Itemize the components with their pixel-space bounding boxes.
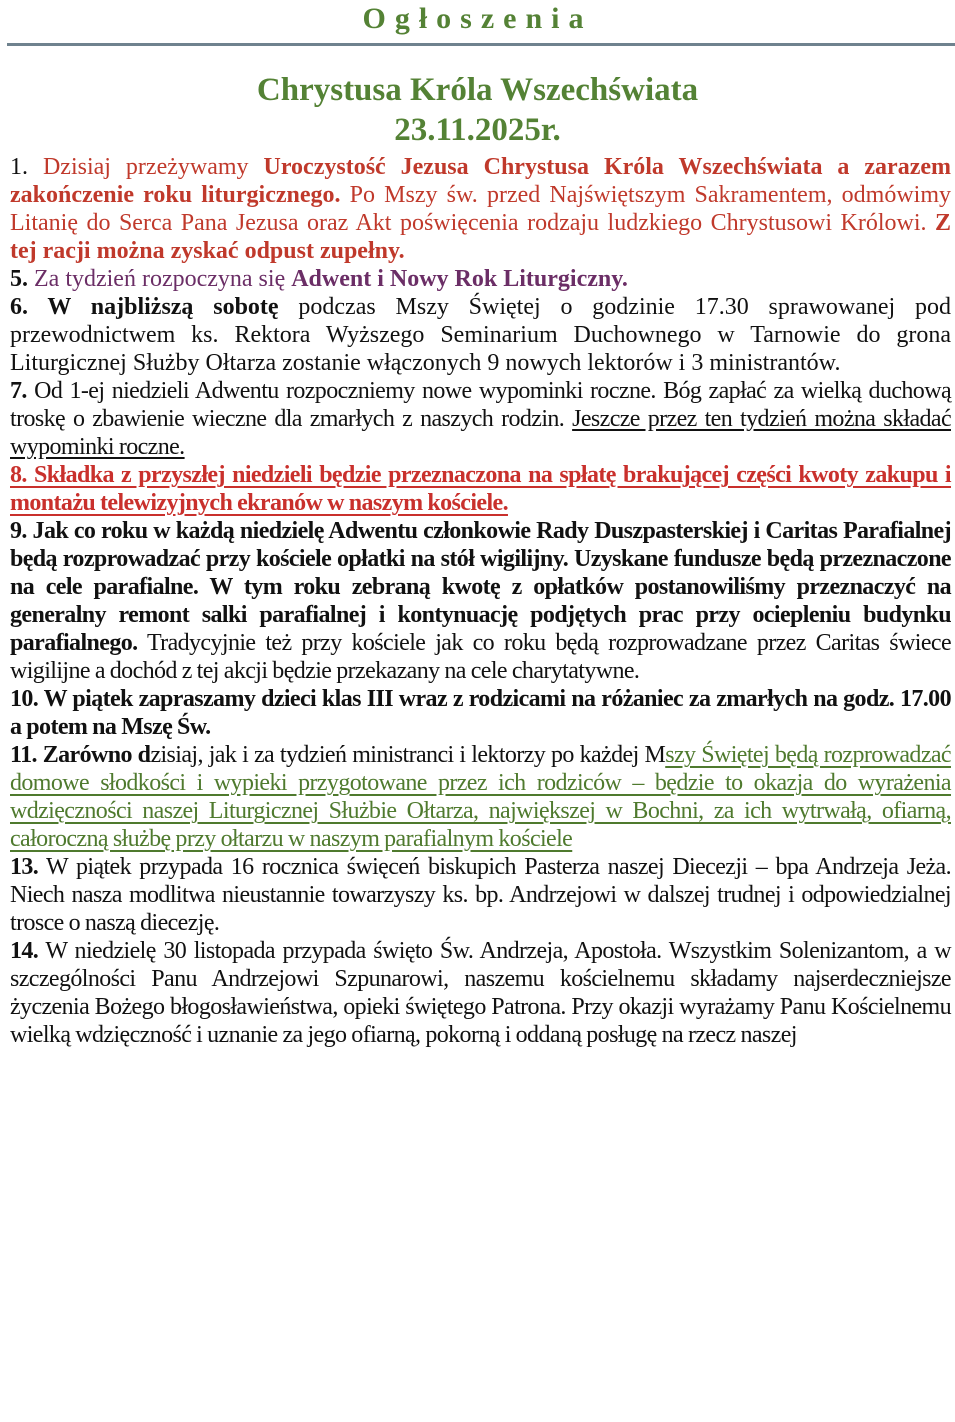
item-bold-text: 10. W piątek zapraszamy dzieci klas III wraz z rodzicami na różaniec za zmarłych na godz. 17.00 a potem na Mszę Św. bbox=[10, 686, 951, 740]
announcement-8 bbox=[10, 461, 951, 517]
item-text: Dzisiaj przeżywamy bbox=[28, 154, 264, 180]
page-title: Ogłoszenia bbox=[362, 2, 593, 35]
item-number: 7. bbox=[10, 378, 27, 404]
item-text: zisiaj, jak i za tydzień ministranci i lektorzy po każdej M bbox=[150, 742, 666, 768]
announcement-14 bbox=[10, 937, 951, 1049]
item-text: W piątek przypada 16 rocznica święceń biskupich Pasterza naszej Diecezji – bpa Andrzeja Jeża. Niech nasza modlitwa nieustannie towarzyszy ks. bp. Andrzejowi w dalszej trudnej i odpowiedzialnej trosce o naszą diecezję. bbox=[10, 854, 951, 936]
item-bold-text: 6. W najbliższą sobotę bbox=[10, 294, 279, 320]
announcement-5 bbox=[10, 265, 951, 293]
item-number: 14. bbox=[10, 938, 39, 964]
item-text: W niedzielę 30 listopada przypada święto Św. Andrzeja, Apostoła. Wszystkim Solenizantom, a w szczególności Panu Andrzejowi Szpunarowi, naszemu kościelnemu składamy najserdeczniejsze życzenia Bożego błogosławieństwa, opieki świętego Patrona. Przy okazji wyrażamy Panu Kościelnemu wielką wdzięczność i uznanie za jego ofiarną, pokorną i oddaną posługę na rzecz naszej bbox=[10, 938, 951, 1048]
item-underlined-text: Jeszcze przez ten tydzień można składać wypominki roczne. bbox=[10, 406, 951, 460]
item-text: Od 1-ej niedzieli Adwentu rozpoczniemy nowe wypominki roczne. Bóg zapłać za wielką duchową troskę o zbawienie wieczne dla zmarłych z naszych rodzin. bbox=[10, 378, 951, 432]
announcement-1 bbox=[10, 153, 951, 265]
item-bold-text: 8. Składka z przyszłej niedzieli będzie przeznaczona na spłatę brakującej części kwoty zakupu i montażu telewizyjnych ekranów w naszym kościele. bbox=[10, 462, 951, 516]
announcement-13 bbox=[10, 853, 951, 937]
announcement-10 bbox=[10, 685, 951, 741]
item-underlined-text: szy Świętej będą rozprowadzać domowe słodkości i wypieki przygotowane przez ich rodziców – będzie to okazja do wyrażenia wdzięczności naszej Liturgicznej Służbie Ołtarza, największej w Bochni, za ich wytrwałą, ofiarną, całoroczną służbę przy ołtarzu w naszym parafialnym kościele bbox=[10, 742, 951, 852]
date: 23.11.2025r. bbox=[394, 112, 561, 148]
item-text: Za tydzień rozpoczyna się bbox=[28, 266, 292, 292]
announcement-11 bbox=[10, 741, 951, 853]
announcement-7 bbox=[10, 377, 951, 461]
announcement-6 bbox=[10, 293, 951, 377]
item-text: Tradycyjnie też przy kościele jak co roku będą rozprowadzane przez Caritas świece wigilijne a dochód z tej akcji będzie przekazany na cele charytatywne. bbox=[10, 630, 951, 684]
item-text: podczas Mszy Świętej o godzinie 17.30 sprawowanej pod przewodnictwem ks. Rektora Wyższego Seminarium Duchownego w Tarnowie do grona Liturgicznej Służby Ołtarza zostanie włączonych 9 nowych lektorów i 3 ministrantów. bbox=[10, 294, 951, 376]
announcement-9 bbox=[10, 517, 951, 685]
item-bold-text: Uroczystość Jezusa Chrystusa Króla Wszechświata a zarazem zakończenie roku liturgicznego. bbox=[10, 154, 951, 208]
item-number: 5. bbox=[10, 266, 28, 292]
item-number: 1. bbox=[10, 154, 28, 180]
item-bold-text: Adwent i Nowy Rok Liturgiczny. bbox=[291, 266, 628, 292]
feast-name: Chrystusa Króla Wszechświata bbox=[256, 72, 699, 108]
item-bold-text: Z tej racji można zyskać odpust zupełny. bbox=[10, 210, 951, 264]
subtitle bbox=[0, 70, 955, 150]
item-bold-text: 11. Zarówno d bbox=[10, 742, 151, 768]
item-number: 13. bbox=[10, 854, 39, 880]
item-text: Po Mszy św. przed Najświętszym Sakramentem, odmówimy Litanię do Serca Pana Jezusa oraz Akt poświęcenia rodzaju ludzkiego Chrystusowi Królowi. bbox=[10, 182, 951, 236]
announcements-list bbox=[10, 153, 951, 1049]
header-divider bbox=[7, 43, 955, 46]
item-bold-text: 9. Jak co roku w każdą niedzielę Adwentu członkowie Rady Duszpasterskiej i Caritas Parafialnej będą rozprowadzać przy kościele opłatki na stół wigilijny. Uzyskane fundusze będą przeznaczone na cele parafialne. W tym roku zebraną kwotę z opłatków postanowiliśmy przeznaczyć na generalny remont salki parafialnej i kontynuację podjętych prac przy ociepleniu budynku parafialnego. bbox=[10, 518, 951, 656]
